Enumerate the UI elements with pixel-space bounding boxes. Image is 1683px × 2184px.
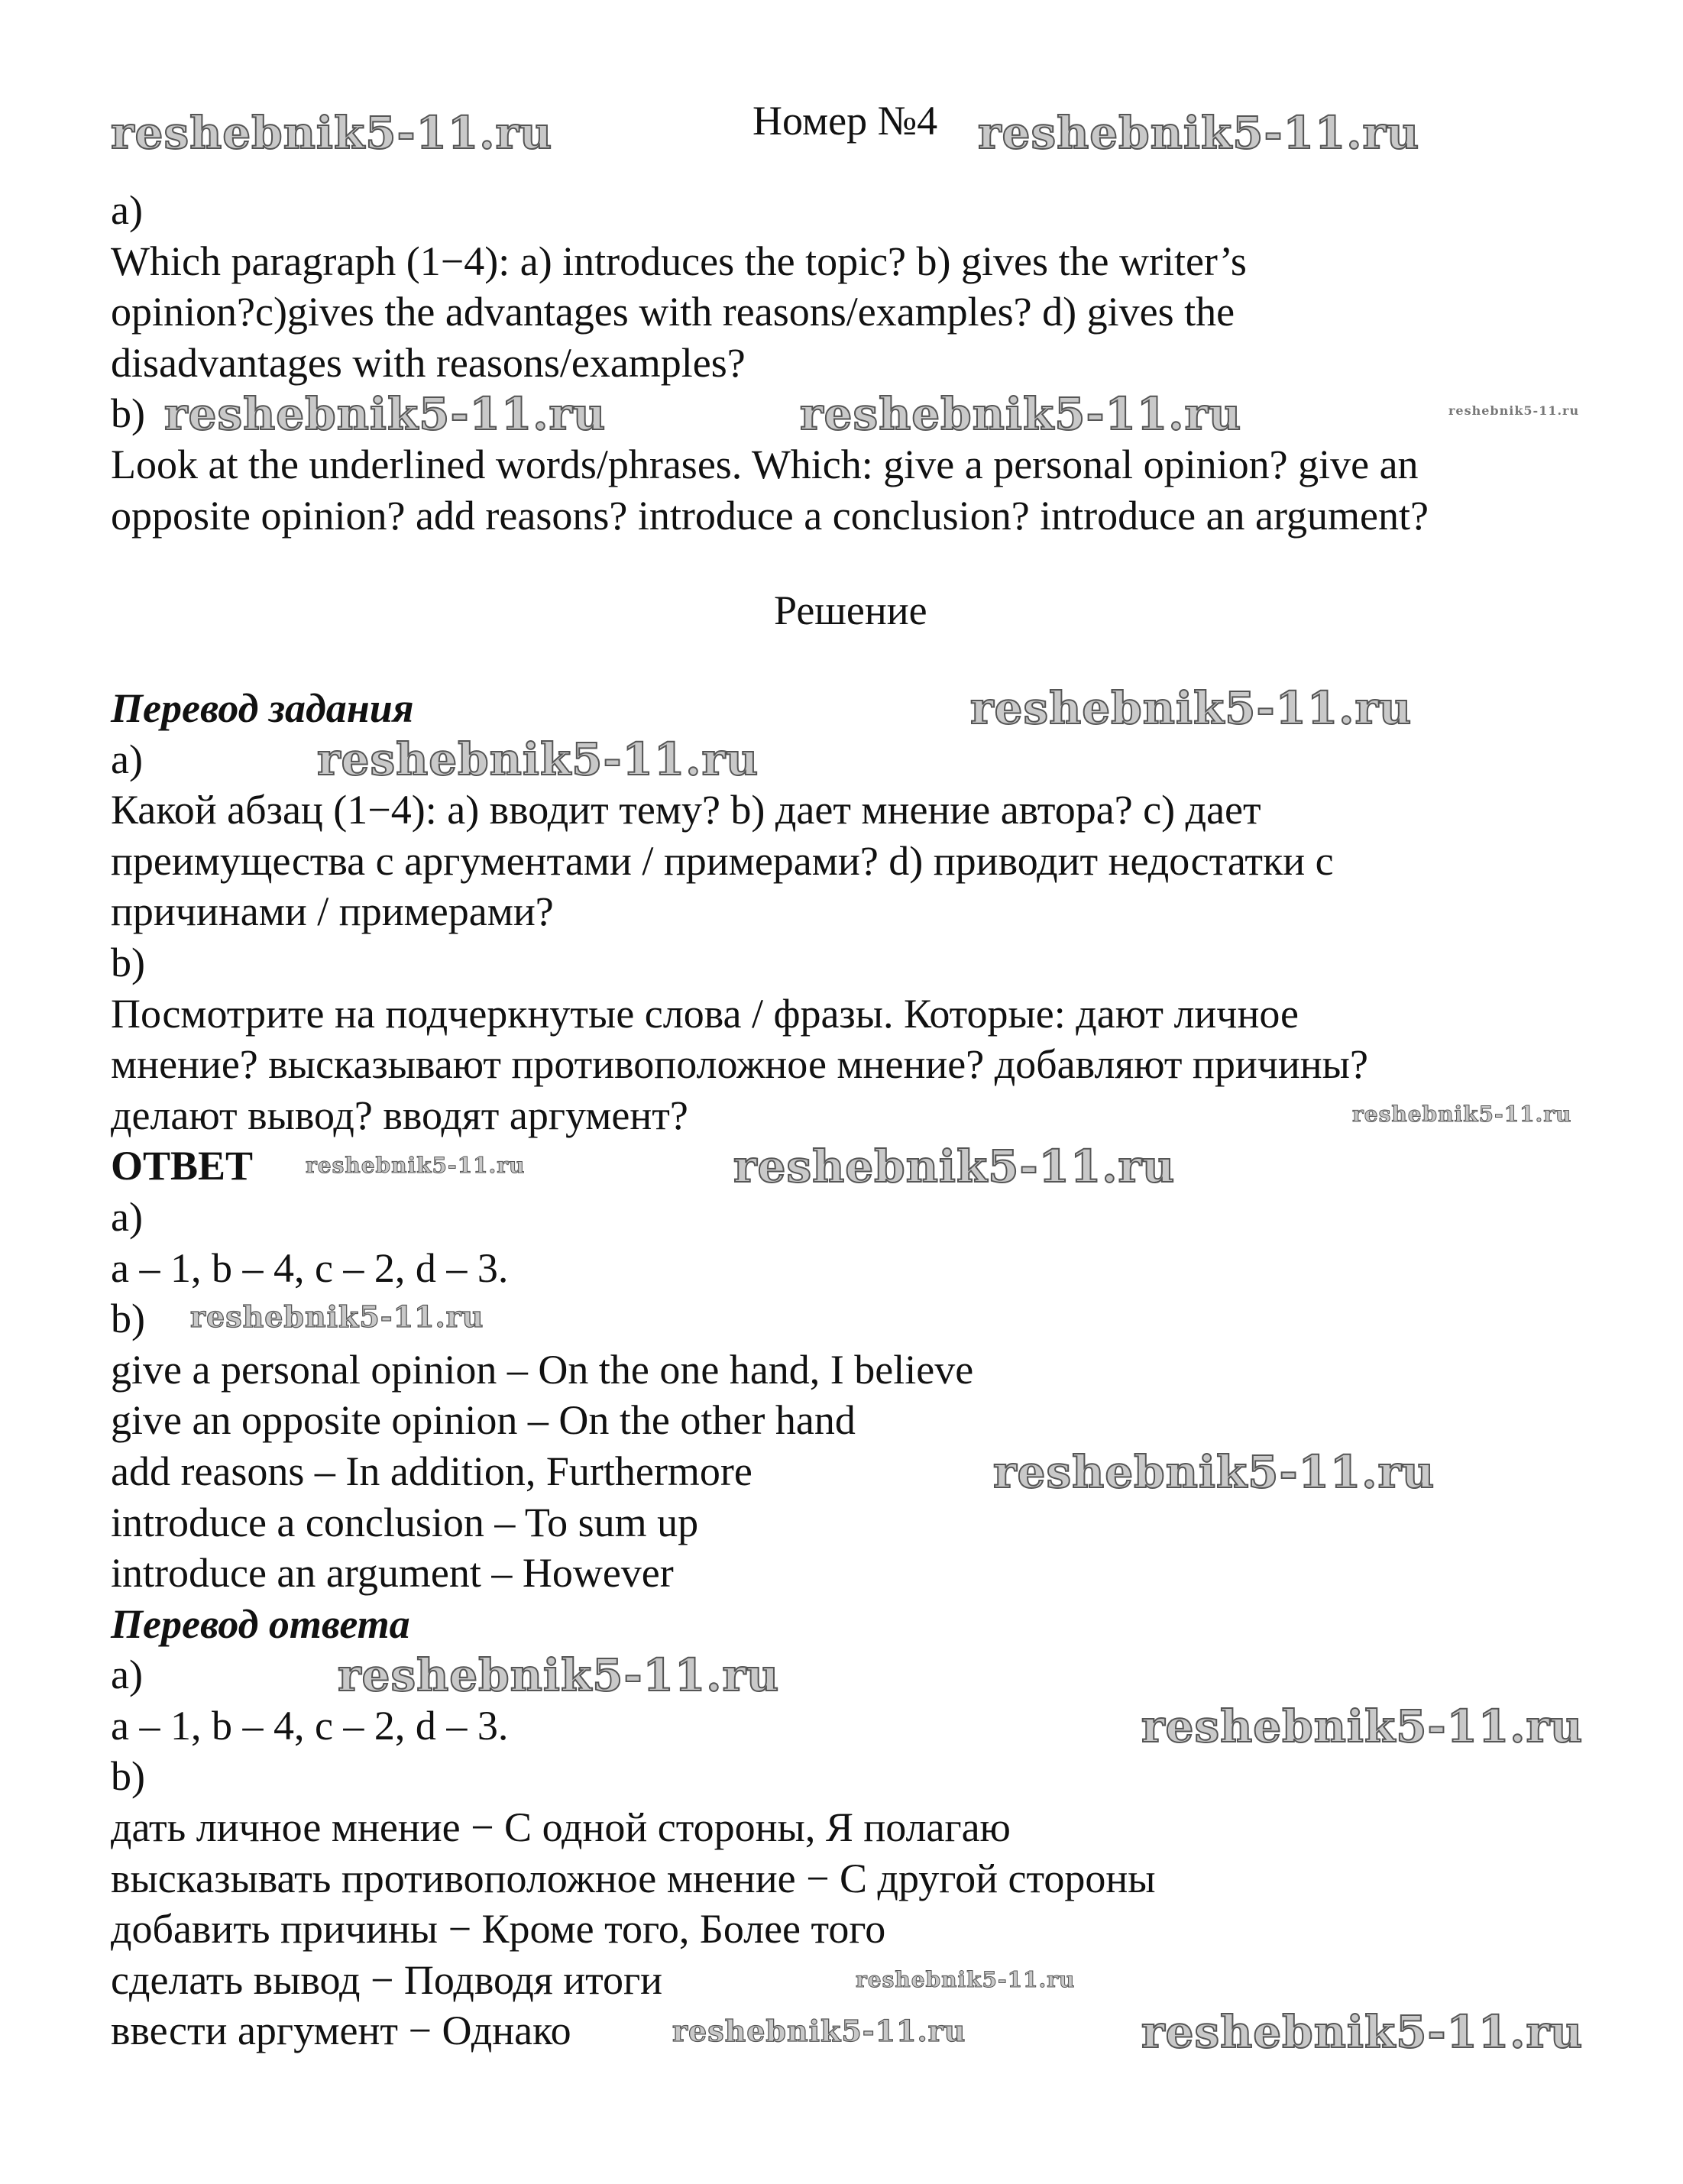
task-section xyxy=(111,185,1429,541)
answer-b-line: give an opposite opinion – On the other hand xyxy=(111,1397,856,1444)
page-title: Номер №4 xyxy=(752,98,938,144)
answer-b-line: introduce a conclusion – To sum up xyxy=(111,1499,699,1545)
translation-answer-a-label: a) xyxy=(111,1652,143,1698)
translation-answer-b-label: b) xyxy=(111,1753,145,1800)
translation-b-line: Посмотрите на подчеркнутые слова / фразы. Которые: дают личное xyxy=(111,990,1299,1037)
translation-task-heading: Перевод задания xyxy=(111,685,414,731)
translation-a-line: Какой абзац (1−4): a) вводит тему? b) дает мнение автора? c) дает xyxy=(111,787,1261,833)
watermark: reshebnik5-11.ru xyxy=(856,1967,1076,1992)
translation-answer-heading: Перевод ответа xyxy=(111,1600,410,1647)
watermark: reshebnik5-11.ru xyxy=(164,388,607,440)
watermark: reshebnik5-11.ru xyxy=(317,733,759,785)
translation-answer-b-line: добавить причины − Кроме того, Более того xyxy=(111,1906,886,1953)
answer-a-text: a – 1, b – 4, c – 2, d – 3. xyxy=(111,1244,509,1291)
watermark: reshebnik5-11.ru xyxy=(970,682,1413,734)
answer-b-line: give a personal opinion – On the one hand, I believe xyxy=(111,1346,974,1393)
watermark: reshebnik5-11.ru xyxy=(800,388,1242,440)
watermark: reshebnik5-11.ru xyxy=(338,1649,780,1701)
translation-a-line: преимущества с аргументами / примерами? d) приводит недостатки с xyxy=(111,837,1334,884)
answer-b-line: add reasons – In addition, Furthermore xyxy=(111,1448,752,1494)
watermark: reshebnik5-11.ru xyxy=(1352,1102,1572,1127)
translation-answer-b-line: сделать вывод − Подводя итоги xyxy=(111,1956,663,2003)
watermark: reshebnik5-11.ru xyxy=(1141,2006,1584,2058)
task-a-line: Which paragraph (1−4): a) introduces the topic? b) gives the writer’s xyxy=(111,238,1247,284)
translation-answer-b-line: ввести аргумент − Однако xyxy=(111,2008,571,2054)
solution-heading: Решение xyxy=(774,587,927,633)
watermark: reshebnik5-11.ru xyxy=(1141,1700,1584,1752)
translation-answer-a-text: a – 1, b – 4, c – 2, d – 3. xyxy=(111,1702,509,1749)
task-b-label: b) xyxy=(111,390,145,437)
watermark: reshebnik5-11.ru xyxy=(993,1446,1435,1498)
translation-b-line: делают вывод? вводят аргумент? xyxy=(111,1092,688,1138)
solution-section xyxy=(111,683,1368,2056)
translation-b-line: мнение? высказывают противоположное мнение? добавляют причины? xyxy=(111,1041,1368,1088)
translation-a-line: причинами / примерами? xyxy=(111,888,554,935)
watermark: reshebnik5-11.ru xyxy=(672,2014,966,2048)
translation-b-label: b) xyxy=(111,939,145,985)
watermark: reshebnik5-11.ru xyxy=(1448,403,1580,418)
translation-answer-b-line: дать личное мнение − С одной стороны, Я полагаю xyxy=(111,1804,1011,1851)
answer-b-label: b) xyxy=(111,1296,145,1342)
translation-a-label: a) xyxy=(111,736,143,782)
task-b-line: Look at the underlined words/phrases. Which: give a personal opinion? give an xyxy=(111,441,1419,487)
watermark: reshebnik5-11.ru xyxy=(111,107,553,159)
answer-a-label: a) xyxy=(111,1193,143,1240)
watermark: reshebnik5-11.ru xyxy=(733,1141,1176,1192)
watermark: reshebnik5-11.ru xyxy=(306,1153,526,1178)
task-a-line: opinion?c)gives the advantages with reasons/examples? d) gives the xyxy=(111,289,1235,335)
answer-b-line: introduce an argument – However xyxy=(111,1550,674,1597)
watermark: reshebnik5-11.ru xyxy=(190,1299,484,1334)
watermark: reshebnik5-11.ru xyxy=(978,107,1420,159)
answer-heading: ОТВЕТ xyxy=(111,1143,254,1189)
task-a-line: disadvantages with reasons/examples? xyxy=(111,339,746,386)
task-a-label: a) xyxy=(111,187,143,233)
task-b-line: opposite opinion? add reasons? introduce a conclusion? introduce an argument? xyxy=(111,492,1429,539)
translation-answer-b-line: высказывать противоположное мнение − С другой стороны xyxy=(111,1855,1156,1901)
